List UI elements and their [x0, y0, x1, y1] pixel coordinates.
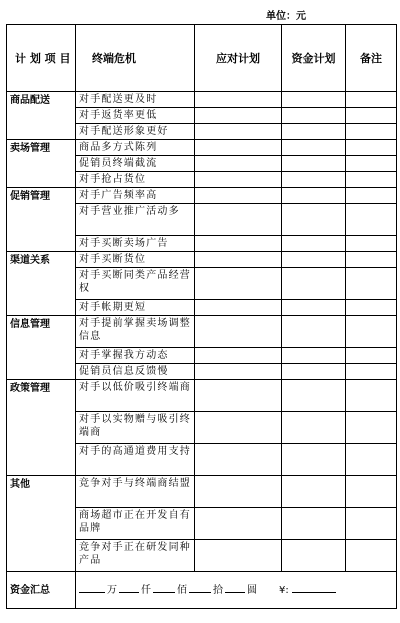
remarks-cell[interactable] — [346, 380, 397, 412]
crisis-item-cell: 竞争对手正在研发同种产品 — [76, 540, 195, 572]
amount-unit-label: 仟 — [141, 585, 151, 596]
header-response: 应对计划 — [195, 25, 282, 92]
funding-cell[interactable] — [282, 380, 346, 412]
crisis-item-cell: 对手广告频率高 — [76, 188, 195, 204]
response-cell[interactable] — [195, 444, 282, 476]
response-cell[interactable] — [195, 108, 282, 124]
amount-unit-label: 圆 — [247, 585, 257, 596]
summary-label: 资金汇总 — [7, 572, 76, 609]
crisis-item-cell: 对手提前掌握卖场调整信息 — [76, 316, 195, 348]
crisis-item-cell: 对手买断卖场广告 — [76, 236, 195, 252]
response-cell[interactable] — [195, 140, 282, 156]
unit-label: 单位：元 — [266, 11, 306, 22]
remarks-cell[interactable] — [346, 124, 397, 140]
response-cell[interactable] — [195, 92, 282, 108]
total-amount-blank[interactable] — [292, 583, 336, 593]
response-cell[interactable] — [195, 476, 282, 508]
crisis-item-cell: 促销员终端截流 — [76, 156, 195, 172]
remarks-cell[interactable] — [346, 540, 397, 572]
crisis-item-cell: 对手配送更及时 — [76, 92, 195, 108]
remarks-cell[interactable] — [346, 476, 397, 508]
response-cell[interactable] — [195, 252, 282, 268]
funding-cell[interactable] — [282, 204, 346, 236]
remarks-cell[interactable] — [346, 156, 397, 172]
response-cell[interactable] — [195, 316, 282, 348]
remarks-cell[interactable] — [346, 172, 397, 188]
crisis-item-cell: 对手返货率更低 — [76, 108, 195, 124]
funding-cell[interactable] — [282, 444, 346, 476]
amount-blank[interactable] — [119, 583, 139, 593]
funding-cell[interactable] — [282, 92, 346, 108]
response-cell[interactable] — [195, 204, 282, 236]
funding-cell[interactable] — [282, 316, 346, 348]
funding-cell[interactable] — [282, 108, 346, 124]
table-row — [7, 92, 397, 108]
crisis-item-cell: 商品多方式陈列 — [76, 140, 195, 156]
amount-unit-label: 拾 — [213, 585, 223, 596]
budget-table-container — [6, 24, 396, 621]
remarks-cell[interactable] — [346, 252, 397, 268]
response-cell[interactable] — [195, 540, 282, 572]
amount-blank[interactable] — [225, 583, 245, 593]
table-row — [7, 380, 397, 412]
table-row — [7, 316, 397, 348]
crisis-item-cell: 对手抢占货位 — [76, 172, 195, 188]
funding-cell[interactable] — [282, 348, 346, 364]
remarks-cell[interactable] — [346, 188, 397, 204]
currency-label: ¥: — [279, 585, 289, 596]
crisis-item-cell: 对手买断货位 — [76, 252, 195, 268]
funding-cell[interactable] — [282, 252, 346, 268]
header-remarks: 备注 — [346, 25, 397, 92]
crisis-item-cell: 对手买断同类产品经营权 — [76, 268, 195, 300]
funding-cell[interactable] — [282, 540, 346, 572]
response-cell[interactable] — [195, 236, 282, 252]
response-cell[interactable] — [195, 268, 282, 300]
crisis-item-cell: 促销员信息反馈慢 — [76, 364, 195, 380]
header-funding: 资金计划 — [282, 25, 346, 92]
crisis-item-cell: 对手配送形象更好 — [76, 124, 195, 140]
category-cell: 商品配送 — [7, 92, 76, 140]
remarks-cell[interactable] — [346, 236, 397, 252]
funding-cell[interactable] — [282, 124, 346, 140]
funding-cell[interactable] — [282, 364, 346, 380]
amount-unit-label: 佰 — [177, 585, 187, 596]
funding-cell[interactable] — [282, 140, 346, 156]
table-row — [7, 188, 397, 204]
response-cell[interactable] — [195, 188, 282, 204]
crisis-item-cell: 对手掌握我方动态 — [76, 348, 195, 364]
crisis-item-cell: 对手帐期更短 — [76, 300, 195, 316]
funding-cell[interactable] — [282, 188, 346, 204]
crisis-item-cell: 对手以低价吸引终端商 — [76, 380, 195, 412]
budget-table — [6, 24, 397, 609]
category-cell: 其他 — [7, 476, 76, 572]
response-cell[interactable] — [195, 348, 282, 364]
response-cell[interactable] — [195, 124, 282, 140]
remarks-cell[interactable] — [346, 204, 397, 236]
remarks-cell[interactable] — [346, 300, 397, 316]
amount-blank[interactable] — [189, 583, 211, 593]
funding-cell[interactable] — [282, 476, 346, 508]
amount-blank[interactable] — [79, 583, 105, 593]
category-cell: 信息管理 — [7, 316, 76, 380]
remarks-cell[interactable] — [346, 508, 397, 540]
funding-cell[interactable] — [282, 172, 346, 188]
remarks-cell[interactable] — [346, 92, 397, 108]
table-row — [7, 140, 397, 156]
funding-cell[interactable] — [282, 412, 346, 444]
crisis-item-cell: 商场超市正在开发自有品牌 — [76, 508, 195, 540]
category-cell: 渠道关系 — [7, 252, 76, 316]
response-cell[interactable] — [195, 172, 282, 188]
remarks-cell[interactable] — [346, 316, 397, 348]
funding-cell[interactable] — [282, 508, 346, 540]
amount-blank[interactable] — [153, 583, 175, 593]
table-row — [7, 252, 397, 268]
response-cell[interactable] — [195, 300, 282, 316]
header-row — [7, 25, 397, 92]
summary-row — [7, 572, 397, 609]
remarks-cell[interactable] — [346, 364, 397, 380]
crisis-item-cell: 对手以实物赠与吸引终端商 — [76, 412, 195, 444]
header-plan-item: 计 划 项 目 — [7, 25, 76, 92]
remarks-cell[interactable] — [346, 444, 397, 476]
summary-amount-fields — [76, 572, 397, 609]
remarks-cell[interactable] — [346, 348, 397, 364]
response-cell[interactable] — [195, 380, 282, 412]
funding-cell[interactable] — [282, 268, 346, 300]
response-cell[interactable] — [195, 156, 282, 172]
remarks-cell[interactable] — [346, 108, 397, 124]
category-cell: 促销管理 — [7, 188, 76, 252]
remarks-cell[interactable] — [346, 140, 397, 156]
header-crisis: 终端危机 — [76, 25, 195, 92]
funding-cell[interactable] — [282, 300, 346, 316]
amount-line — [79, 585, 336, 596]
response-cell[interactable] — [195, 412, 282, 444]
funding-cell[interactable] — [282, 156, 346, 172]
category-cell: 卖场管理 — [7, 140, 76, 188]
remarks-cell[interactable] — [346, 412, 397, 444]
crisis-item-cell: 竞争对手与终端商结盟 — [76, 476, 195, 508]
funding-cell[interactable] — [282, 236, 346, 252]
table-row — [7, 476, 397, 508]
remarks-cell[interactable] — [346, 268, 397, 300]
response-cell[interactable] — [195, 364, 282, 380]
amount-unit-label: 万 — [107, 585, 117, 596]
category-cell: 政策管理 — [7, 380, 76, 476]
crisis-item-cell: 对手营业推广活动多 — [76, 204, 195, 236]
response-cell[interactable] — [195, 508, 282, 540]
crisis-item-cell: 对手的高通道费用支持 — [76, 444, 195, 476]
